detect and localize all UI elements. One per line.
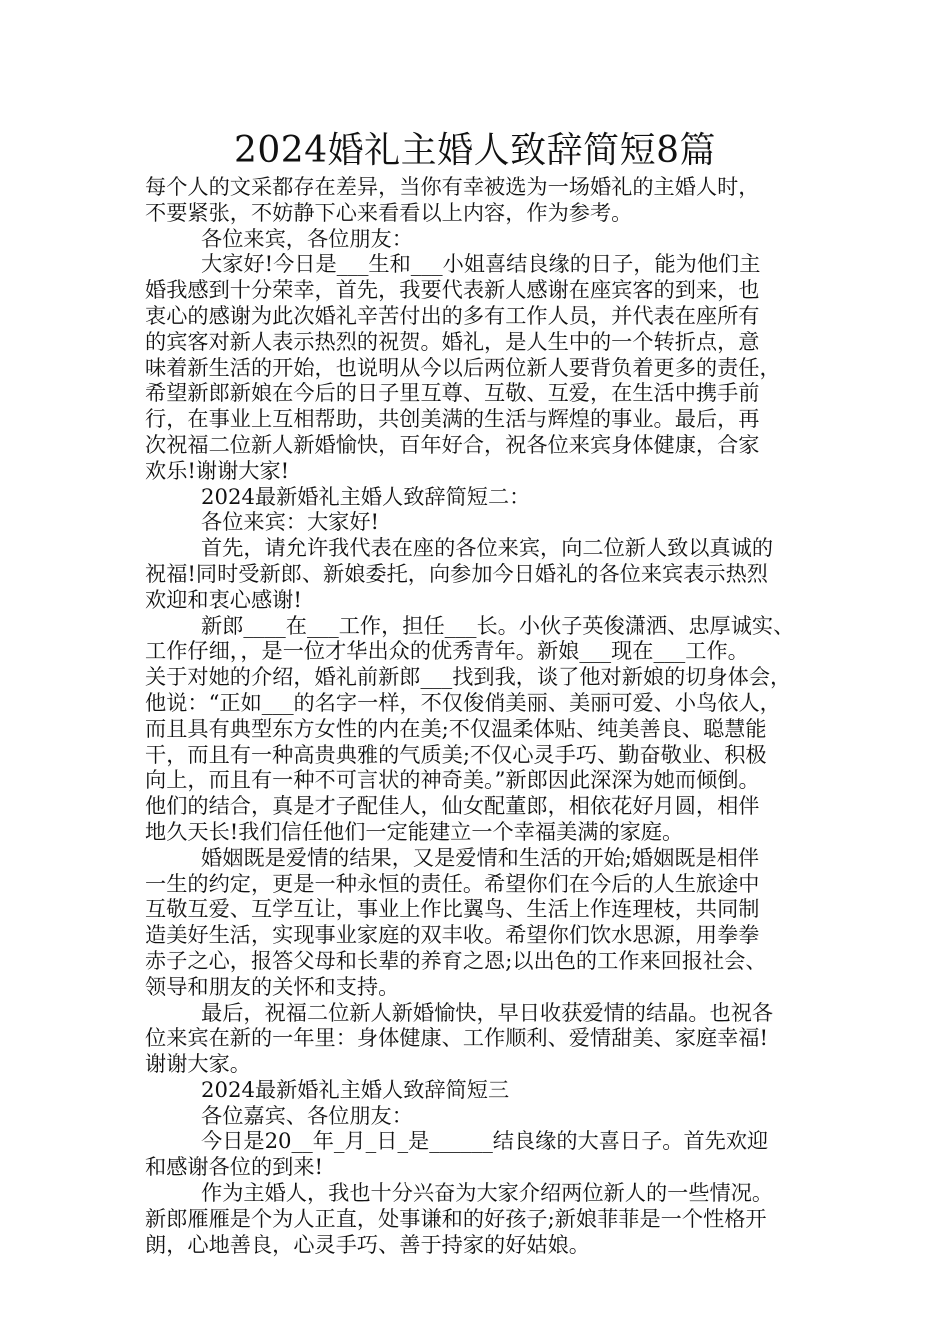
- paragraph: [145, 1077, 805, 1103]
- text-line: 谢谢大家。: [145, 1051, 251, 1077]
- text-line: 一生的约定，更是一种永恒的责任。希望你们在今后的人生旅途中: [145, 870, 760, 896]
- text-line: 不要紧张，不妨静下心来看看以上内容，作为参考。: [145, 199, 633, 225]
- document-body: [145, 174, 805, 1257]
- text-line: 的宾客对新人表示热烈的祝贺。婚礼，是人生中的一个转折点，意: [145, 328, 760, 354]
- text-line: 他说：“正如___的名字一样，不仅俊俏美丽、美丽可爱、小鸟依人，: [145, 689, 781, 715]
- text-line: 欢迎和衷心感谢!: [145, 586, 302, 612]
- paragraph: [145, 1000, 805, 1077]
- text-line: 位来宾在新的一年里：身体健康、工作顺利、爱情甜美、家庭幸福!: [145, 1025, 768, 1051]
- text-line: 今日是20__年_月_日_是______结良缘的大喜日子。首先欢迎: [201, 1128, 769, 1154]
- text-line: 婚我感到十分荣幸，首先，我要代表新人感谢在座宾客的到来，也: [145, 277, 760, 303]
- text-line: 行，在事业上互相帮助，共创美满的生活与辉煌的事业。最后，再: [145, 406, 760, 432]
- text-line: 2024最新婚礼主婚人致辞简短三: [201, 1076, 510, 1102]
- text-line: 赤子之心，报答父母和长辈的养育之恩;以出色的工作来回报社会、: [145, 947, 767, 973]
- text-line: 关于对她的介绍，婚礼前新郎___找到我，谈了他对新娘的切身体会，: [145, 664, 792, 690]
- text-line: 欢乐!谢谢大家!: [145, 457, 290, 483]
- paragraph: [145, 226, 805, 252]
- paragraph: [145, 484, 805, 510]
- text-line: 工作仔细，，是一位才华出众的优秀青年。新娘___现在___工作。: [145, 638, 749, 664]
- text-line: 各位来宾：大家好!: [201, 509, 380, 535]
- text-line: 祝福!同时受新郎、新娘委托，向参加今日婚礼的各位来宾表示热烈: [145, 560, 768, 586]
- paragraph: [145, 613, 805, 845]
- text-line: 他们的结合，真是才子配佳人，仙女配董郎，相依花好月圆，相伴: [145, 793, 760, 819]
- text-line: 互敬互爱、互学互让，事业上作比翼鸟、生活上作连理枝，共同制: [145, 896, 760, 922]
- text-line: 次祝福二位新人新婚愉快，百年好合，祝各位来宾身体健康，合家: [145, 431, 760, 457]
- text-line: 衷心的感谢为此次婚礼辛苦付出的多有工作人员，并代表在座所有: [145, 302, 760, 328]
- text-line: 希望新郎新娘在今后的日子里互尊、互敬、互爱，在生活中携手前: [145, 380, 760, 406]
- text-line: 朗，心地善良，心灵手巧、善于持家的好姑娘。: [145, 1231, 590, 1257]
- paragraph: [145, 535, 805, 612]
- text-line: 婚姻既是爱情的结果，又是爱情和生活的开始;婚姻既是相伴: [201, 844, 760, 870]
- text-line: 首先，请允许我代表在座的各位来宾，向二位新人致以真诚的: [201, 535, 774, 561]
- text-line: 2024最新婚礼主婚人致辞简短二：: [201, 483, 531, 509]
- paragraph: [145, 845, 805, 1000]
- paragraph: [145, 174, 805, 226]
- paragraph: [145, 251, 805, 483]
- text-line: 各位来宾，各位朋友：: [201, 225, 413, 251]
- text-line: 地久天长!我们信任他们一定能建立一个幸福美满的家庭。: [145, 818, 684, 844]
- text-line: 造美好生活，实现事业家庭的双丰收。希望你们饮水思源，用拳拳: [145, 922, 760, 948]
- text-line: 每个人的文采都存在差异，当你有幸被选为一场婚礼的主婚人时，: [145, 174, 760, 199]
- text-line: 和感谢各位的到来!: [145, 1154, 324, 1180]
- text-line: 大家好!今日是___生和___小姐喜结良缘的日子，能为他们主: [201, 251, 761, 277]
- text-line: 而且具有典型东方女性的内在美;不仅温柔体贴、纯美善良、聪慧能: [145, 715, 767, 741]
- document-title: 2024婚礼主婚人致辞简短8篇: [233, 130, 717, 171]
- paragraph: [145, 509, 805, 535]
- text-line: 作为主婚人，我也十分兴奋为大家介绍两位新人的一些情况。: [201, 1180, 774, 1206]
- text-line: 干，而且有一种高贵典雅的气质美;不仅心灵手巧、勤奋敬业、积极: [145, 741, 767, 767]
- text-line: 最后，祝福二位新人新婚愉快，早日收获爱情的结晶。也祝各: [201, 999, 774, 1025]
- text-line: 领导和朋友的关怀和支持。: [145, 973, 400, 999]
- paragraph: [145, 1180, 805, 1257]
- text-line: 新郎____在___工作，担任___长。小伙子英俊潇洒、忠厚诚实、: [201, 612, 795, 638]
- text-line: 新郎雁雁是个为人正直，处事谦和的好孩子;新娘菲菲是一个性格开: [145, 1205, 767, 1231]
- paragraph: [145, 1103, 805, 1129]
- paragraph: [145, 1128, 805, 1180]
- text-line: 向上，而且有一种不可言状的神奇美。”新郎因此深深为她而倾倒。: [145, 767, 760, 793]
- text-line: 味着新生活的开始，也说明从今以后两位新人要背负着更多的责任，: [145, 354, 781, 380]
- text-line: 各位嘉宾、各位朋友：: [201, 1102, 413, 1128]
